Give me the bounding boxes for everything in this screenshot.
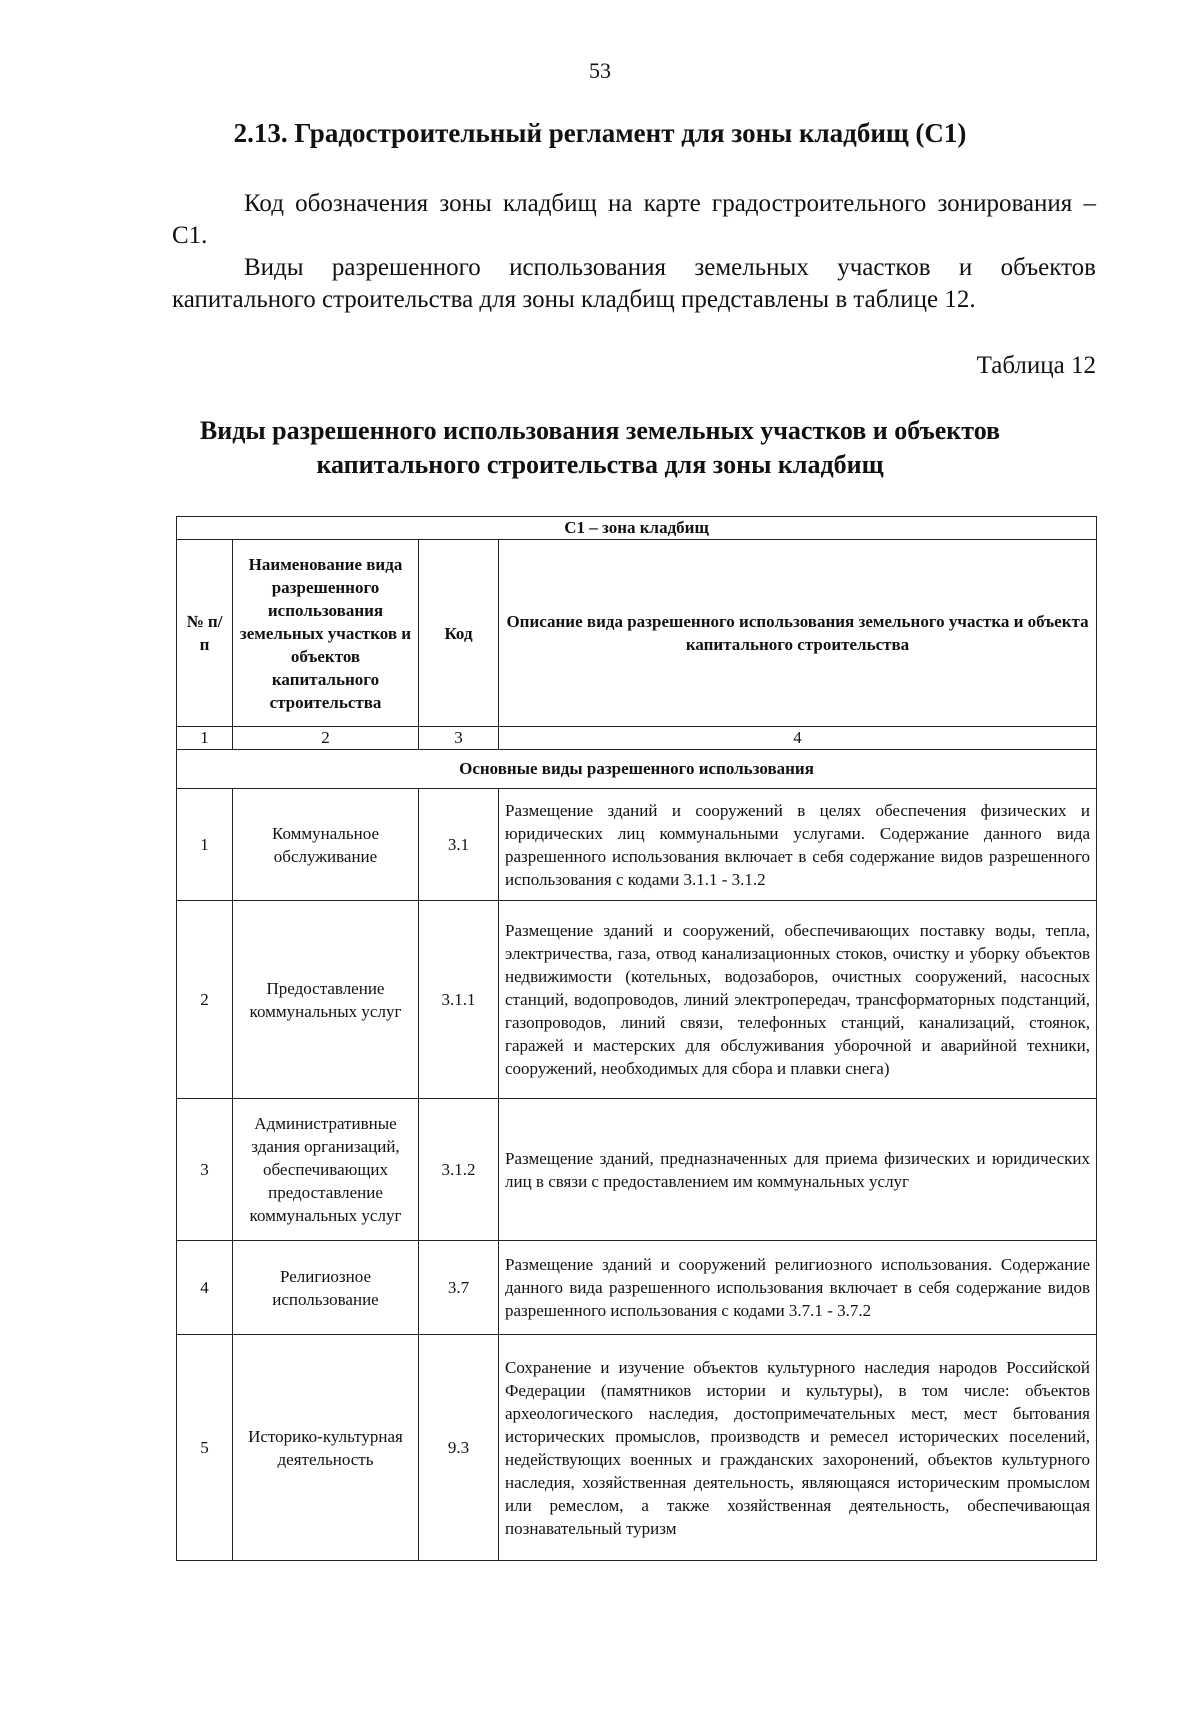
- column-number: 3: [419, 727, 499, 750]
- row-name: Коммунальное обслуживание: [233, 789, 419, 901]
- table-row: [177, 901, 1097, 1099]
- row-code: 3.1.1: [419, 901, 499, 1099]
- column-number: 4: [499, 727, 1097, 750]
- table-title-line2: капитального строительства для зоны кладбищ: [316, 450, 884, 479]
- row-code: 9.3: [419, 1335, 499, 1561]
- paragraph-usage-intro-text: Виды разрешенного использования земельных участков и объектов капитального строительства для зоны кладбищ представлены в таблице 12.: [172, 254, 1096, 313]
- zone-header: С1 – зона кладбищ: [177, 517, 1097, 540]
- row-desc: Размещение зданий и сооружений в целях обеспечения физических и юридических лиц коммунальными услугами. Содержание данного вида разрешенного использования включает в себя содержание видов разрешенного использования с кодами 3.1.1 - 3.1.2: [499, 789, 1097, 901]
- header-code: Код: [419, 540, 499, 727]
- row-desc: Размещение зданий и сооружений, обеспечивающих поставку воды, тепла, электричества, газа, отвод канализационных стоков, очистку и уборку объектов недвижимости (котельных, водозаборов, очистных сооружений, насосных станций, водопроводов, линий электропередач, трансформаторных подстанций, газопроводов, линий связи, телефонных станций, канализаций, стоянок, гаражей и мастерских для обслуживания уборочной и аварийной техники, сооружений, необходимых для сбора и плавки снега): [499, 901, 1097, 1099]
- row-desc: Размещение зданий и сооружений религиозного использования. Содержание данного вида разрешенного использования включает в себя содержание видов разрешенного использования с кодами 3.7.1 - 3.7.2: [499, 1241, 1097, 1335]
- paragraph-usage-intro: [172, 252, 1096, 316]
- header-name: Наименование вида разрешенного использования земельных участков и объектов капитального строительства: [233, 540, 419, 727]
- row-num: 1: [177, 789, 233, 901]
- section-label: Основные виды разрешенного использования: [177, 750, 1097, 789]
- row-name: Историко-культурная деятельность: [233, 1335, 419, 1561]
- row-name: Административные здания организаций, обеспечивающих предоставление коммунальных услуг: [233, 1099, 419, 1241]
- header-num: № п/п: [177, 540, 233, 727]
- row-num: 2: [177, 901, 233, 1099]
- page-number: 53: [589, 58, 611, 83]
- table-title-line1: Виды разрешенного использования земельных участков и объектов: [199, 416, 1001, 445]
- row-code: 3.7: [419, 1241, 499, 1335]
- paragraph-zone-code: [172, 188, 1096, 252]
- usage-table: [176, 516, 1097, 1561]
- row-num: 4: [177, 1241, 233, 1335]
- row-desc: Сохранение и изучение объектов культурного наследия народов Российской Федерации (памятников истории и культуры), в том числе: объектов археологического наследия, достопримечательных мест, мест бытования исторических промыслов, производств и ремесел исторических поселений, недействующих военных и гражданских захоронений, объектов культурного наследия, хозяйственная деятельность, являющаяся историческим промыслом или ремеслом, а также хозяйственная деятельность, обеспечивающая познавательный туризм: [499, 1335, 1097, 1561]
- row-num: 5: [177, 1335, 233, 1561]
- table-row: [177, 1335, 1097, 1561]
- table-title: [0, 414, 1200, 482]
- section-title: 2.13. Градостроительный регламент для зоны кладбищ (С1): [233, 118, 967, 148]
- row-num: 3: [177, 1099, 233, 1241]
- table-row: [177, 1241, 1097, 1335]
- table-row: [177, 1099, 1097, 1241]
- column-number: 2: [233, 727, 419, 750]
- row-name: Предоставление коммунальных услуг: [233, 901, 419, 1099]
- row-desc: Размещение зданий, предназначенных для приема физических и юридических лиц в связи с предоставлением им коммунальных услуг: [499, 1099, 1097, 1241]
- header-desc: Описание вида разрешенного использования земельного участка и объекта капитального строительства: [499, 540, 1097, 727]
- row-code: 3.1: [419, 789, 499, 901]
- row-name: Религиозное использование: [233, 1241, 419, 1335]
- paragraph-zone-code-text: Код обозначения зоны кладбищ на карте градостроительного зонирования – С1.: [172, 190, 1096, 249]
- row-code: 3.1.2: [419, 1099, 499, 1241]
- column-number: 1: [177, 727, 233, 750]
- table-row: [177, 789, 1097, 901]
- table-label: Таблица 12: [976, 352, 1096, 379]
